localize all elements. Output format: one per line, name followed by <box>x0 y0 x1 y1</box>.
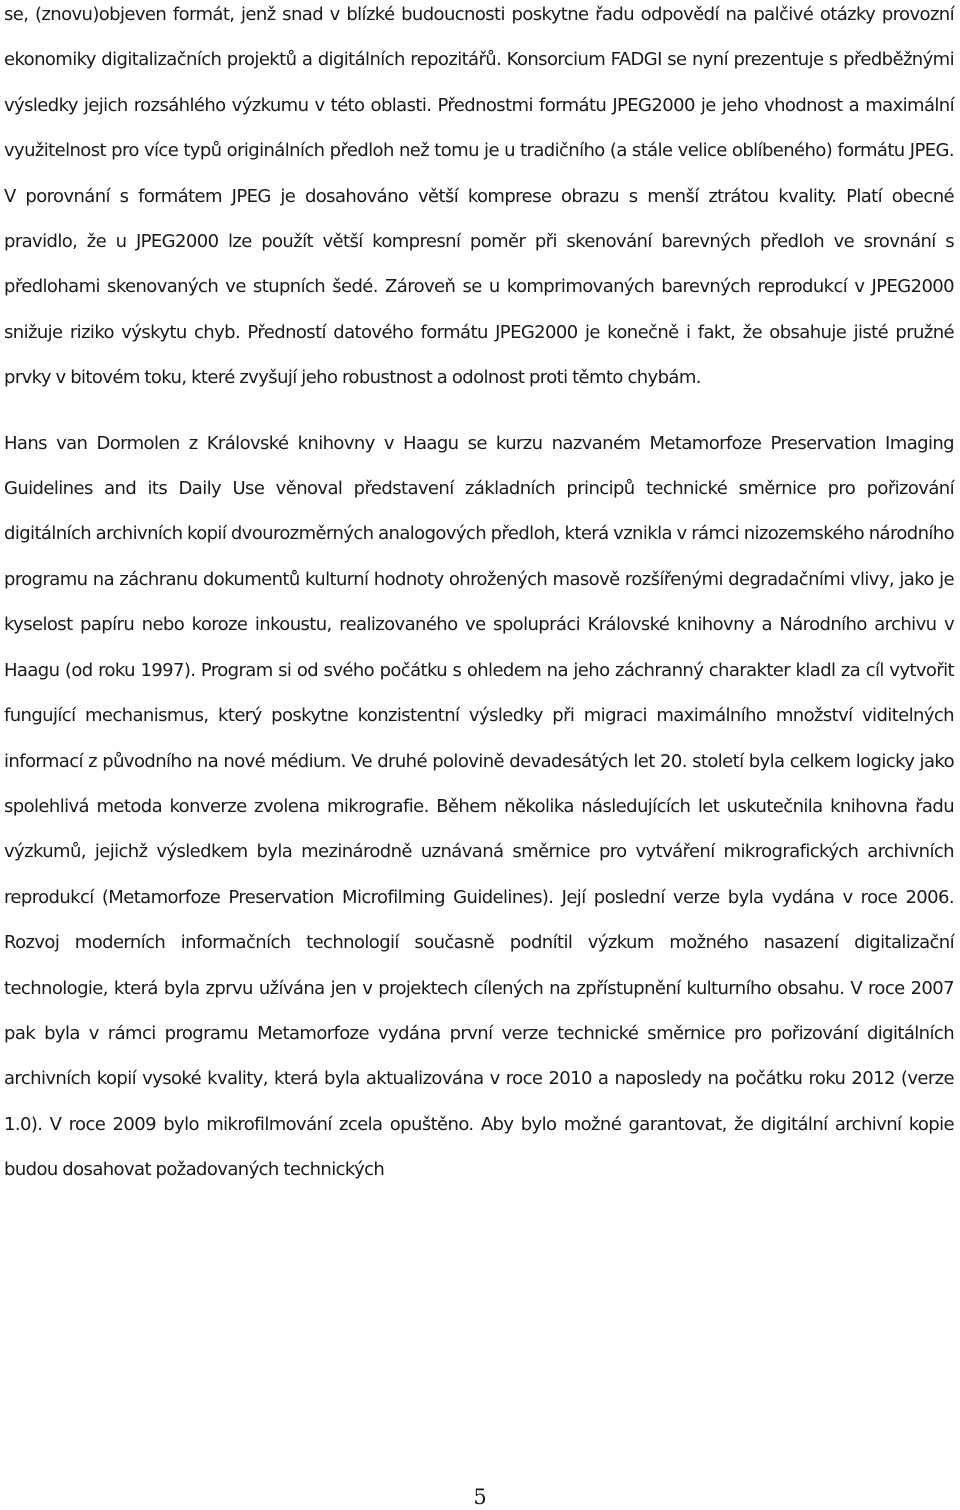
paragraph-metamorfoze: Hans van Dormolen z Královské knihovny v Haagu se kurzu nazvaném Metamorfoze Preservation Imaging Guidelines and its Daily Use věnoval představení základních principů technické směrnice pro pořizování digitálních archivních kopií dvourozměrných analogových předloh, která vznikla v rámci nizozemského národního programu na záchranu dokumentů kulturní hodnoty ohrožených masově rozšířenými degradačními vlivy, jako je kyselost papíru nebo koroze inkoustu, realizovaného ve spolupráci Královské knihovny a Národního archivu v Haagu (od roku 1997). Program si od svého počátku s ohledem na jeho záchranný charakter kladl za cíl vytvořit fungující mechanismus, který poskytne konzistentní výsledky při migraci maximálního množství viditelných informací z původního na nové médium. Ve druhé polovině devadesátých let 20. století byla celkem logicky jako spolehlivá metoda konverze zvolena mikrografie. Během několika následujících let uskutečnila knihovna řadu výzkumů, jejichž výsledkem byla mezinárodně uznávaná směrnice pro vytváření mikrografických archivních reprodukcí (Metamorfoze Preservation Microfilming Guidelines). Její poslední verze byla vydána v roce 2006. Rozvoj moderních informačních technologií současně podnítil výzkum možného nasazení digitalizační technologie, která byla zprvu užívána jen v projektech cílených na zpřístupnění kulturního obsahu. V roce 2007 pak byla v rámci programu Metamorfoze vydána první verze technické směrnice pro pořizování digitálních archivních kopií vysoké kvality, která byla aktualizována v roce 2010 a naposledy na počátku roku 2012 (verze 1.0). V roce 2009 bylo mikrofilmování zcela opuštěno. Aby bylo možné garantovat, že digitální archivní kopie budou dosahovat požadovaných technických <box>4 432 955 1181</box>
page-number: 5 <box>473 1485 487 1509</box>
paragraph-jpeg2000: se, (znovu)objeven formát, jenž snad v blízké budoucnosti poskytne řadu odpovědí na palčivé otázky provozní ekonomiky digitalizačních projektů a digitálních repozitářů. Konsorcium FADGI se nyní prezentuje s předběžnými výsledky jejich rozsáhlého výzkumu v této oblasti. Přednostmi formátu JPEG2000 je jeho vhodnost a maximální využitelnost pro více typů originálních předloh než tomu je u tradičního (a stále velice oblíbeného) formátu JPEG. V porovnání s formátem JPEG je dosahováno větší komprese obrazu s menší ztrátou kvality. Platí obecné pravidlo, že u JPEG2000 lze použít větší kompresní poměr při skenování barevných předloh ve srovnání s předlohami skenovaných ve stupních šedé. Zároveň se u komprimovaných barevných reprodukcí v JPEG2000 snižuje riziko výskytu chyb. Předností datového formátu JPEG2000 je konečně i fakt, že obsahuje jisté pružné prvky v bitovém toku, které zvyšují jeho robustnost a odolnost proti těmto chybám. <box>4 4 954 389</box>
document-page <box>4 0 954 1509</box>
